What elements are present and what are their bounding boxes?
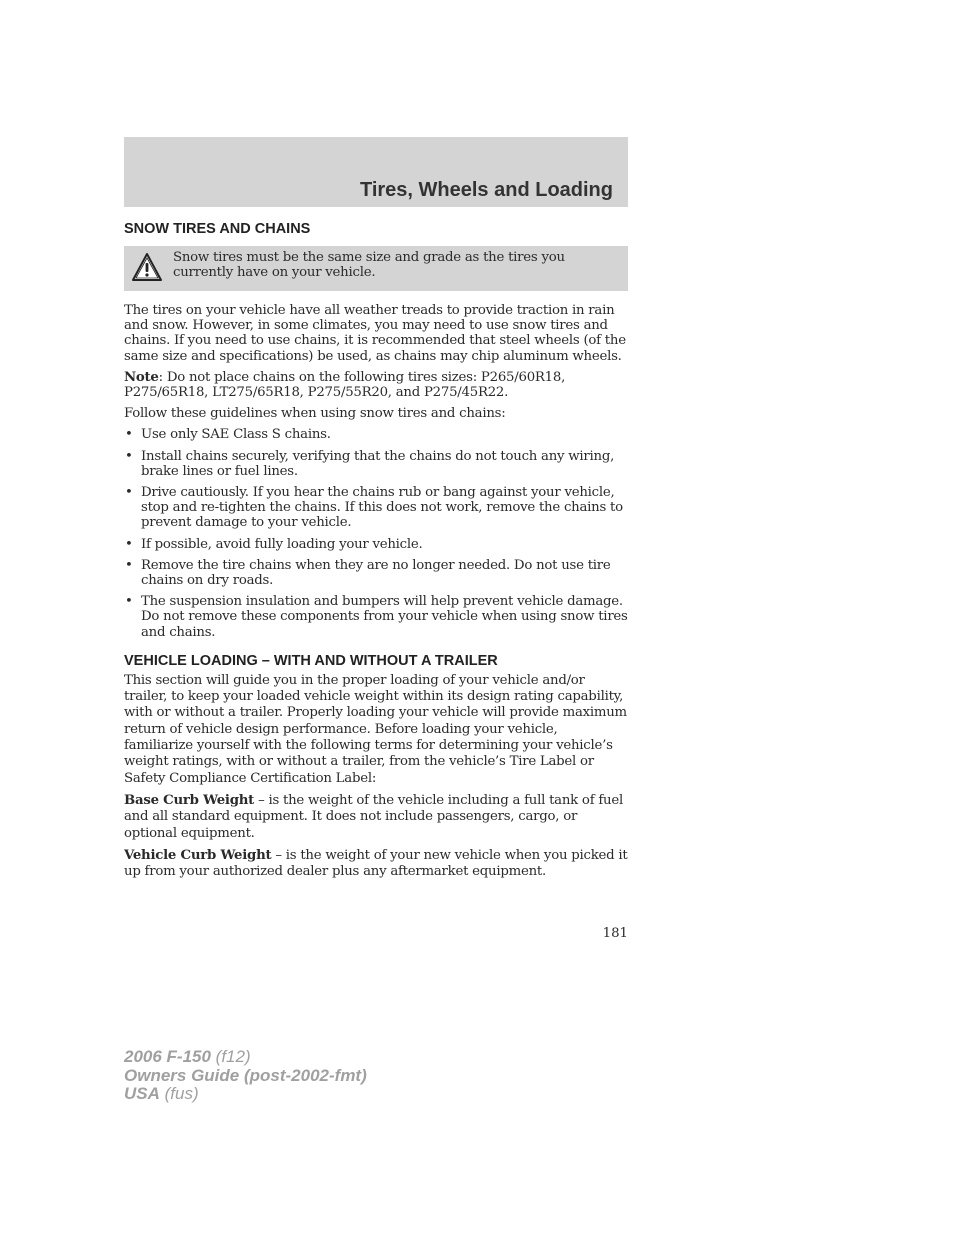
list-item <box>124 427 628 442</box>
list-item <box>124 558 628 588</box>
term-text: – is the weight of the vehicle including a full tank of fuel and all standard equipment. It does not include passengers, cargo, or optional equipment. <box>124 792 623 841</box>
term-vehicle-curb-weight <box>124 848 628 881</box>
list-item <box>124 594 628 640</box>
guidelines-list <box>124 427 628 639</box>
list-item <box>124 485 628 531</box>
warning-triangle-icon <box>131 252 163 282</box>
footer-line <box>124 1085 367 1104</box>
bullet: • <box>125 557 133 573</box>
footer-code: (f12) <box>210 1047 251 1066</box>
chapter-title: Tires, Wheels and Loading <box>359 179 613 201</box>
page-number: 181 <box>602 926 628 941</box>
term-base-curb-weight <box>124 793 628 842</box>
bullet: • <box>125 536 133 552</box>
list-item <box>124 449 628 479</box>
bullet: • <box>125 594 133 610</box>
footer-line <box>124 1067 367 1086</box>
term-text: – is the weight of your new vehicle when you picked it up from your authorized dealer plus any aftermarket equipment. <box>124 847 628 880</box>
list-item-text: Install chains securely, verifying that the chains do not touch any wiring, brake lines or fuel lines. <box>141 448 615 479</box>
footer-market: USA <box>124 1084 160 1103</box>
footer-line <box>124 1048 367 1067</box>
list-item-text: The suspension insulation and bumpers will help prevent vehicle damage. Do not remove these components from your vehicle when using snow tires and chains. <box>141 594 628 640</box>
list-item-text: Remove the tire chains when they are no longer needed. Do not use tire chains on dry roads. <box>141 557 611 589</box>
guidelines-intro: Follow these guidelines when using snow tires and chains: <box>124 406 506 422</box>
footer-market-code: (fus) <box>159 1084 199 1103</box>
list-item-text: If possible, avoid fully loading your vehicle. <box>141 536 423 552</box>
page-content <box>124 220 628 886</box>
bullet: • <box>125 485 133 501</box>
warning-box <box>124 246 628 291</box>
section-heading-vehicle-loading: VEHICLE LOADING – WITH AND WITHOUT A TRAILER <box>124 652 498 669</box>
term-label: Base Curb Weight <box>124 792 255 808</box>
list-item <box>124 537 628 552</box>
chapter-header-bar <box>124 137 628 207</box>
list-item-text: Drive cautiously. If you hear the chains rub or bang against your vehicle, stop and re-tighten the chains. If this does not work, remove the chains to prevent damage to your vehicle. <box>141 485 623 531</box>
paragraph: This section will guide you in the proper loading of your vehicle and/or trailer, to keep your loaded vehicle weight within its design rating capability, with or without a trailer. Properly loading your vehicle will provide maximum return of vehicle design performance. Before loading your vehicle, familiarize yourself with the following terms for determining your vehicle’s weight ratings, with or without a trailer, from the vehicle’s Tire Label or Safety Compliance Certification Label: <box>124 672 627 786</box>
bullet: • <box>125 448 133 464</box>
warning-text: Snow tires must be the same size and grade as the tires you currently have on your vehicle. <box>173 250 565 281</box>
bullet: • <box>125 427 133 443</box>
note-text: : Do not place chains on the following tires sizes: P265/60R18, P275/65R18, LT275/65R18, P275/55R20, and P275/45R22. <box>124 369 566 401</box>
document-footer <box>124 1048 367 1104</box>
term-label: Vehicle Curb Weight <box>124 847 272 863</box>
note-label: Note <box>124 369 159 385</box>
paragraph: The tires on your vehicle have all weather treads to provide traction in rain and snow. However, in some climates, you may need to use snow tires and chains. If you need to use chains, it is recommended that steel wheels (of the same size and specifications) be used, as chains may chip aluminum wheels. <box>124 303 626 364</box>
note-paragraph <box>124 370 628 400</box>
section-heading-snow-tires: SNOW TIRES AND CHAINS <box>124 221 311 237</box>
footer-guide: Owners Guide (post-2002-fmt) <box>124 1065 367 1085</box>
footer-model: 2006 F-150 <box>124 1047 211 1066</box>
list-item-text: Use only SAE Class S chains. <box>141 427 331 443</box>
